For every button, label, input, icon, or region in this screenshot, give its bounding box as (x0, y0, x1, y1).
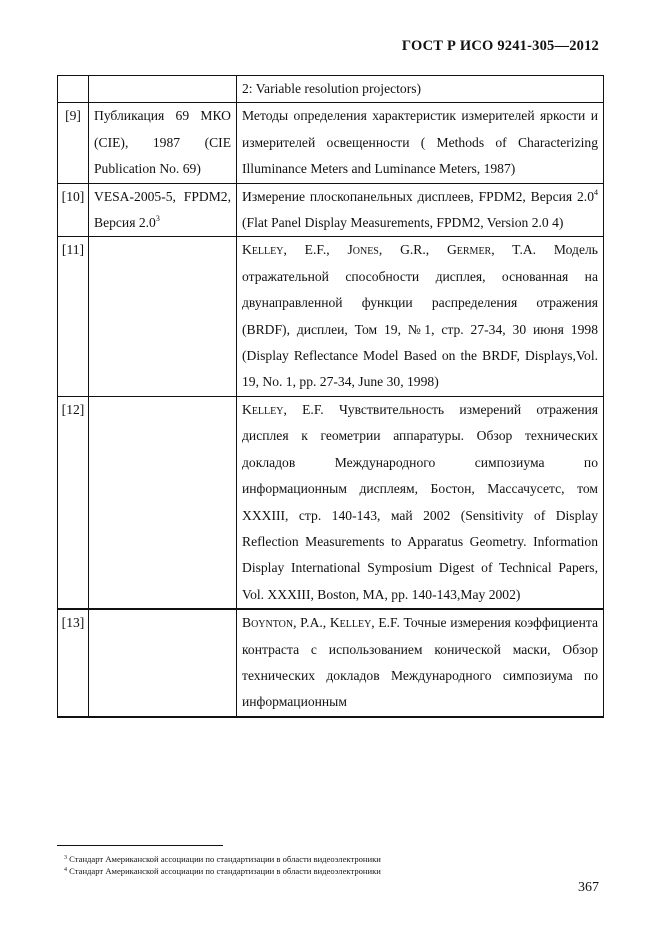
footnote-mark: 4 (64, 867, 67, 873)
footnote-marker: 3 (155, 214, 160, 224)
ref-description (237, 609, 604, 717)
table-row (58, 103, 604, 183)
ref-number: [12] (58, 396, 89, 609)
ref-description-text: Модель отражательной способности дисплея, основанная на двунаправленной функции распределения отражения (BRDF), дисплеи, Том 19, №1, стр. 27-34, 30 июня 1998 (Display Reflectance Model Based on the BRDF, Displays,Vol. 19, No. 1, pp. 27-34, June 30, 1998) (242, 242, 598, 390)
ref-description-tail: (Flat Panel Display Measurements, FPDM2, Version 2.0 4) (242, 215, 564, 231)
ref-publication (89, 396, 237, 609)
footnote (64, 865, 381, 877)
references-table (57, 75, 604, 718)
ref-publication (89, 609, 237, 717)
ref-description-text: Измерение плоскопанельных дисплеев, FPDM2, Версия 2.0 (242, 188, 594, 204)
ref-publication (89, 237, 237, 396)
ref-publication-text: VESA-2005-5, FPDM2, Версия 2.0 (94, 188, 231, 231)
ref-description (237, 396, 604, 609)
footnote-marker: 4 (594, 187, 598, 197)
ref-number (58, 76, 89, 103)
footnote (64, 853, 381, 865)
ref-number: [13] (58, 609, 89, 717)
table-row (58, 237, 604, 396)
table-row (58, 609, 604, 717)
page-number: 367 (578, 880, 599, 895)
table-row (58, 183, 604, 237)
ref-number: [9] (58, 103, 89, 183)
ref-publication (89, 183, 237, 237)
ref-number: [10] (58, 183, 89, 237)
ref-authors: Kelley, E.F., Jones, G.R., Germer, T.A. (242, 242, 537, 258)
table-row (58, 76, 604, 103)
ref-description (237, 237, 604, 396)
ref-description-text: Чувствительность измерений отражения дисплея к геометрии аппаратуры. Обзор технических докладов Международного симпозиума по информационным дисплеям, Бостон, Массачусетс, том XXXIII, стр. 140-143, май 2002 (Sensitivity of Display Reflection Measurements to Apparatus Geometry. Information Display International Symposium Digest of Technical Papers, Vol. XXXIII, Boston, MA, pp. 140-143,May 2002) (242, 401, 598, 602)
ref-publication (89, 76, 237, 103)
ref-description (237, 183, 604, 237)
ref-authors: Kelley, E.F. (242, 401, 324, 417)
ref-authors: Boynton, P.A., Kelley, E.F. (242, 615, 400, 631)
table-row (58, 396, 604, 609)
ref-description: 2: Variable resolution projectors) (237, 76, 604, 103)
footnotes (64, 853, 381, 877)
ref-number: [11] (58, 237, 89, 396)
footnote-text: Стандарт Американской ассоциации по стандартизации в области видеоэлектроники (67, 866, 381, 876)
footnote-mark: 3 (64, 855, 67, 861)
ref-description-text: Точные измерения коэффициента контраста с использованием конической маски, Обзор технических докладов Международного симпозиума по информационным (242, 615, 598, 710)
footnote-divider (57, 845, 223, 846)
ref-description: Методы определения характеристик измерителей яркости и измерителей освещенности ( Methods of Characterizing Illuminance Meters and Luminance Meters, 1987) (237, 103, 604, 183)
document-header: ГОСТ Р ИСО 9241-305—2012 (401, 38, 599, 54)
ref-publication: Публикация 69 МКО (CIE), 1987 (CIE Publication No. 69) (89, 103, 237, 183)
footnote-text: Стандарт Американской ассоциации по стандартизации в области видеоэлектроники (67, 854, 381, 864)
